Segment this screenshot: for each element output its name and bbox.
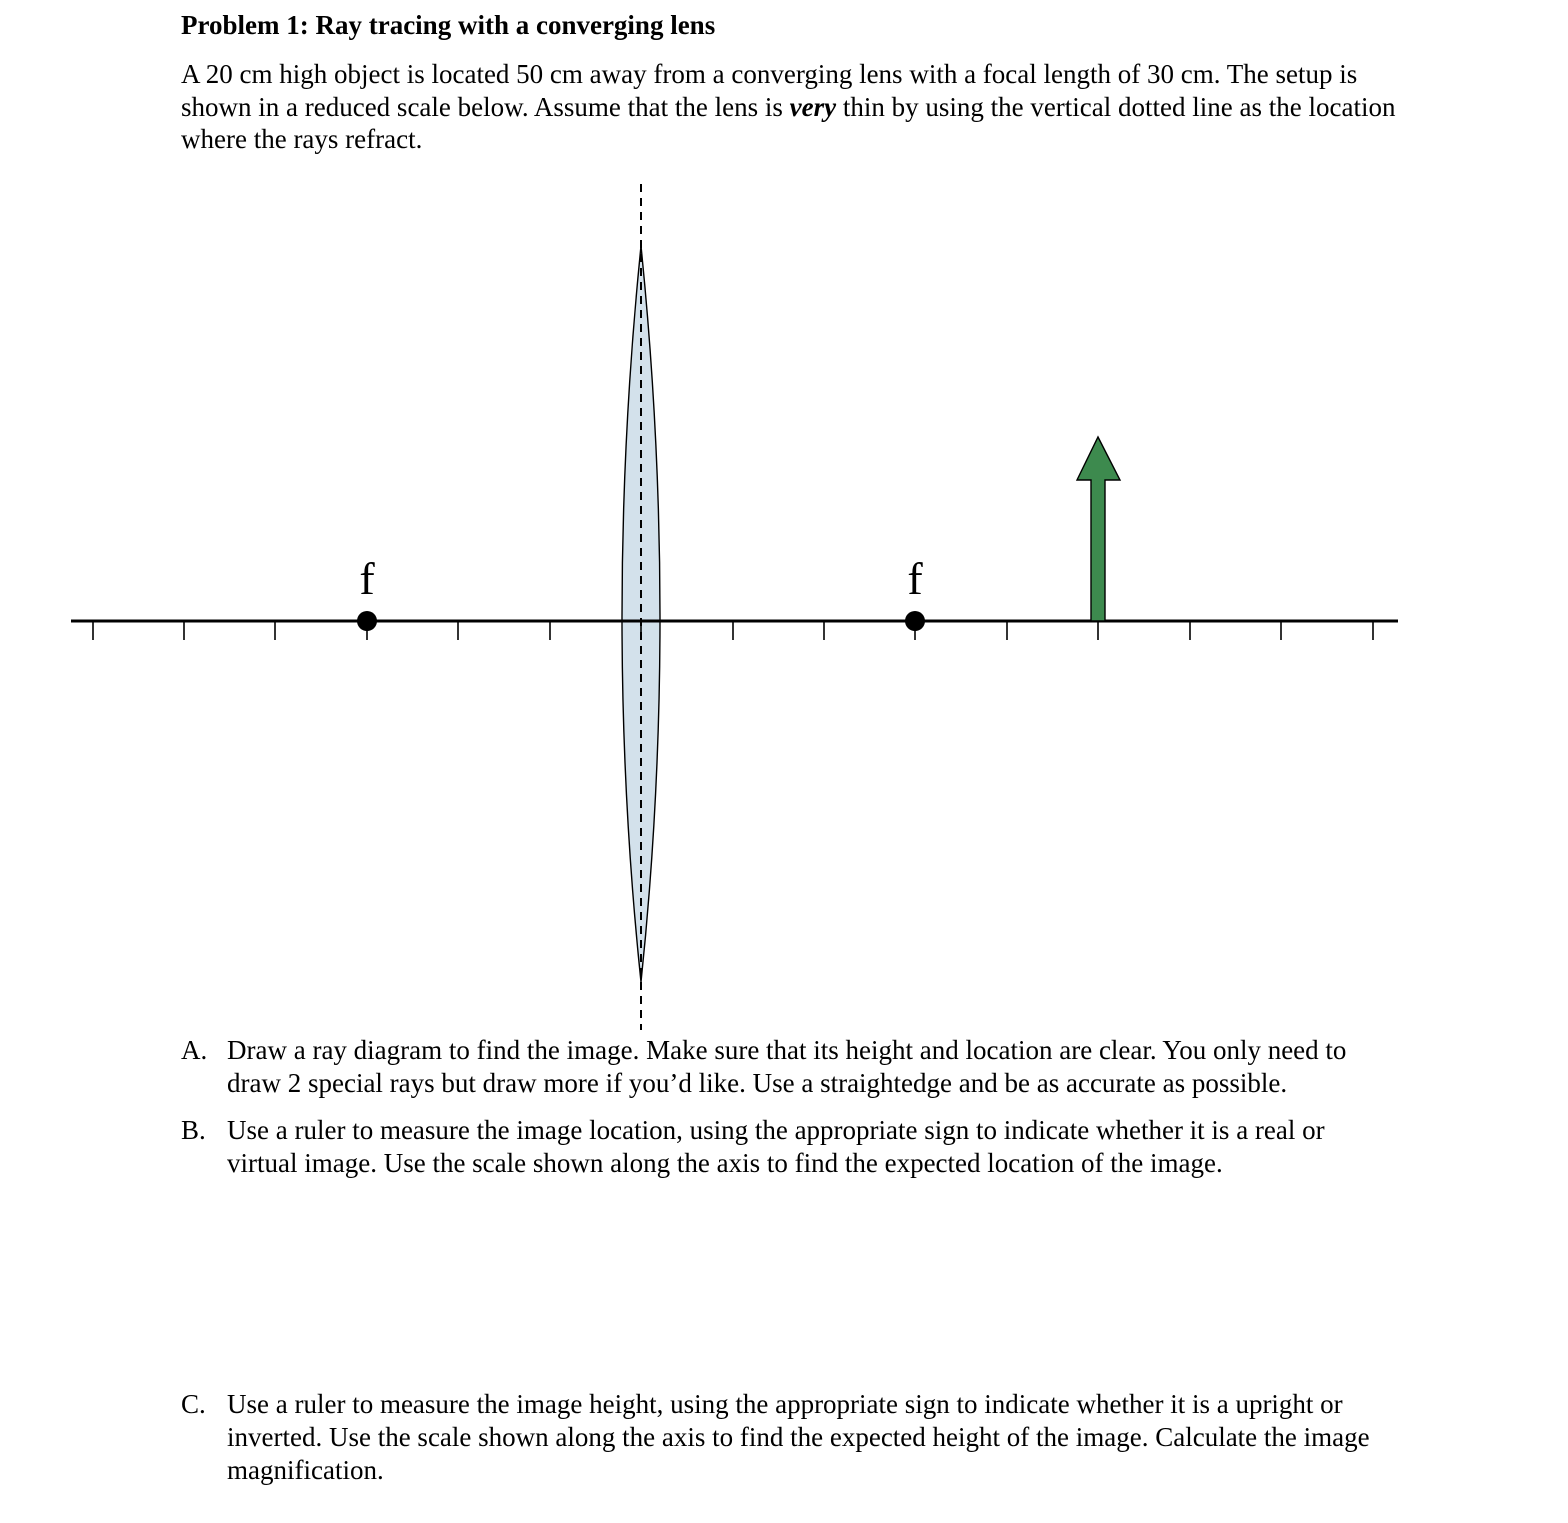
question-text: Draw a ray diagram to find the image. Make sure that its height and location are clear. You only need to draw 2 special rays but draw more if you’d like. Use a straightedge and be as accurate as possible.	[227, 1035, 1347, 1098]
focal-label-left: f	[359, 553, 375, 604]
ray-diagram	[0, 170, 1568, 1040]
intro-paragraph	[181, 58, 1401, 156]
question-text: Use a ruler to measure the image height, using the appropriate sign to indicate whether it is a upright or inverted. Use the scale shown along the axis to find the expected height of the image. Calculate the image magnification.	[227, 1389, 1370, 1485]
focal-label-right: f	[907, 553, 923, 604]
focal-point-right	[905, 611, 925, 631]
problem-title: Problem 1: Ray tracing with a converging lens	[181, 10, 716, 40]
axis-ticks	[93, 621, 1373, 640]
question-text: Use a ruler to measure the image location, using the appropriate sign to indicate whether it is a real or virtual image. Use the scale shown along the axis to find the expected location of the image.	[227, 1115, 1325, 1178]
intro-text-part2: thin by using the vertical dotted line as the location where the rays refract.	[181, 91, 1396, 154]
question-a	[181, 1034, 1401, 1100]
object-arrow	[1077, 437, 1120, 621]
question-c	[181, 1388, 1401, 1487]
intro-emphasis: very	[789, 91, 837, 122]
question-b	[181, 1114, 1401, 1180]
question-letter: B.	[181, 1115, 206, 1145]
focal-point-left	[357, 611, 377, 631]
intro-text-part1: A 20 cm high object is located 50 cm away from a converging lens with a focal length of 30 cm. The setup is shown in a reduced scale below. Assume that the lens is	[181, 59, 1358, 122]
question-letter: A.	[181, 1035, 208, 1065]
question-letter: C.	[181, 1389, 206, 1419]
problem-intro	[181, 58, 1401, 156]
